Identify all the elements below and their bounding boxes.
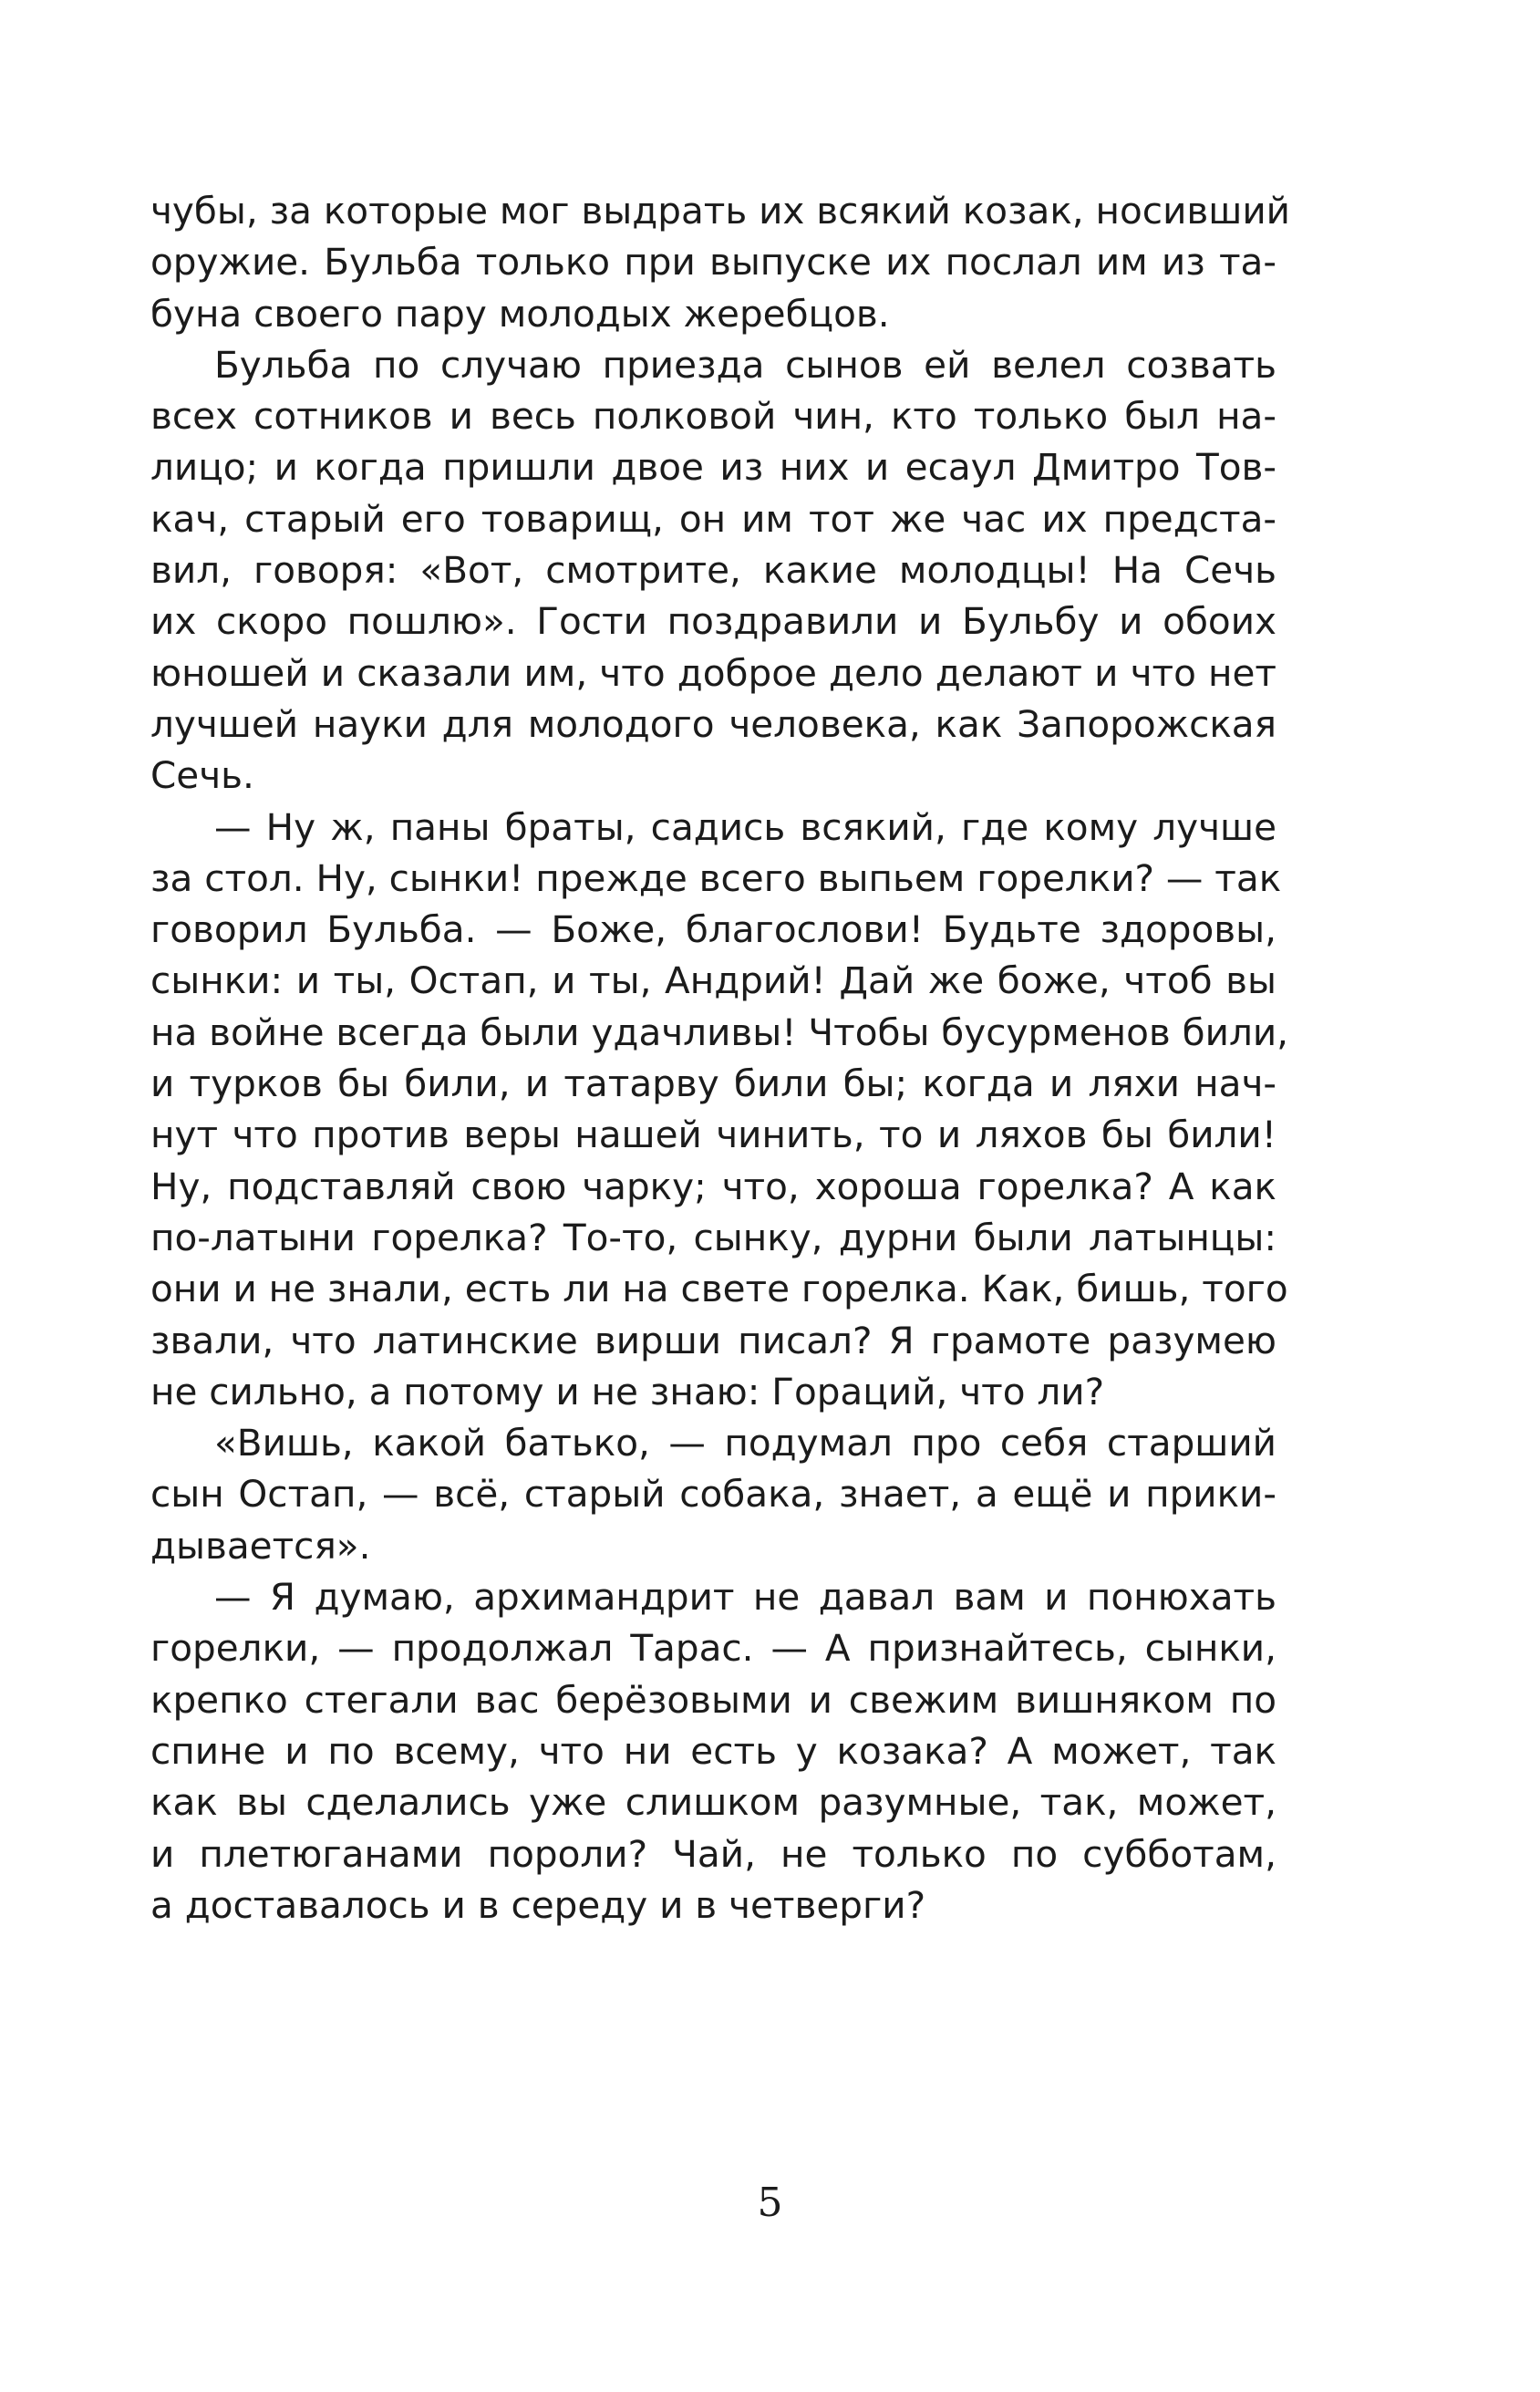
text-line: вил, говоря: «Вот, смотрите, какие молодцы! На Сечь [150, 548, 1276, 593]
text-line: — Ну ж, паны браты, садись всякий, где кому лучше [214, 804, 1276, 849]
text-line: Сечь. [150, 753, 254, 798]
body-text [150, 185, 1290, 1931]
text-line: они и не знали, есть ли на свете горелка. Как, бишь, того [150, 1267, 1288, 1311]
text-line: спине и по всему, что ни есть у козака? А может, так [150, 1728, 1276, 1773]
page-number: 5 [757, 2180, 783, 2226]
text-line: лицо; и когда пришли двое из них и есаул Дмитро Тов- [150, 445, 1276, 490]
text-line: сын Остап, — всё, старый собака, знает, а ещё и прики- [150, 1472, 1276, 1517]
text-line: а доставалось и в середу и в четверги? [150, 1882, 926, 1927]
text-line: по-латыни горелка? То-то, сынку, дурни были латынцы: [150, 1215, 1276, 1259]
text-line: лучшей науки для молодого человека, как Запорожская [150, 701, 1276, 746]
text-line: всех сотников и весь полковой чин, кто только был на- [150, 394, 1276, 439]
text-line: не сильно, а потому и не знаю: Гораций, что ли? [150, 1369, 1105, 1413]
text-line: звали, что латинские вирши писал? Я грамоте разумею [150, 1318, 1276, 1362]
text-line: говорил Бульба. — Боже, благослови! Будьте здоровы, [150, 907, 1276, 952]
text-line: Ну, подставляй свою чарку; что, хороша горелка? А как [150, 1164, 1276, 1208]
text-line: и плетюганами пороли? Чай, не только по субботам, [150, 1831, 1276, 1876]
text-line: Бульба по случаю приезда сынов ей велел созвать [214, 342, 1276, 387]
text-line: оружие. Бульба только при выпуске их послал им из та- [150, 240, 1276, 285]
text-line: и турков бы били, и татарву били бы; когда и ляхи нач- [150, 1061, 1276, 1106]
text-line: нут что против веры нашей чинить, то и ляхов бы били! [150, 1113, 1276, 1157]
text-line: дывается». [150, 1523, 371, 1568]
text-line: — Я думаю, архимандрит не давал вам и понюхать [214, 1575, 1276, 1620]
text-line: горелки, — продолжал Тарас. — А признайтесь, сынки, [150, 1626, 1276, 1671]
text-line: юношей и сказали им, что доброе дело делают и что нет [150, 650, 1276, 695]
text-line: их скоро пошлю». Гости поздравили и Бульбу и обоих [150, 599, 1276, 644]
text-line: кач, старый его товарищ, он им тот же час их предста- [150, 496, 1276, 541]
text-line: за стол. Ну, сынки! прежде всего выпьем горелки? — так [150, 855, 1282, 900]
text-line: чубы, за которые мог выдрать их всякий козак, носивший [150, 189, 1290, 233]
text-line: крепко стегали вас берёзовыми и свежим вишняком по [150, 1677, 1276, 1722]
text-line: сынки: и ты, Остап, и ты, Андрий! Дай же боже, чтоб вы [150, 958, 1276, 1003]
text-line: на войне всегда были удачливы! Чтобы бусурменов били, [150, 1010, 1289, 1054]
text-line: буна своего пару молодых жеребцов. [150, 291, 890, 336]
text-line: как вы сделались уже слишком разумные, так, может, [150, 1780, 1276, 1825]
text-line: «Вишь, какой батько, — подумал про себя старший [214, 1421, 1276, 1465]
